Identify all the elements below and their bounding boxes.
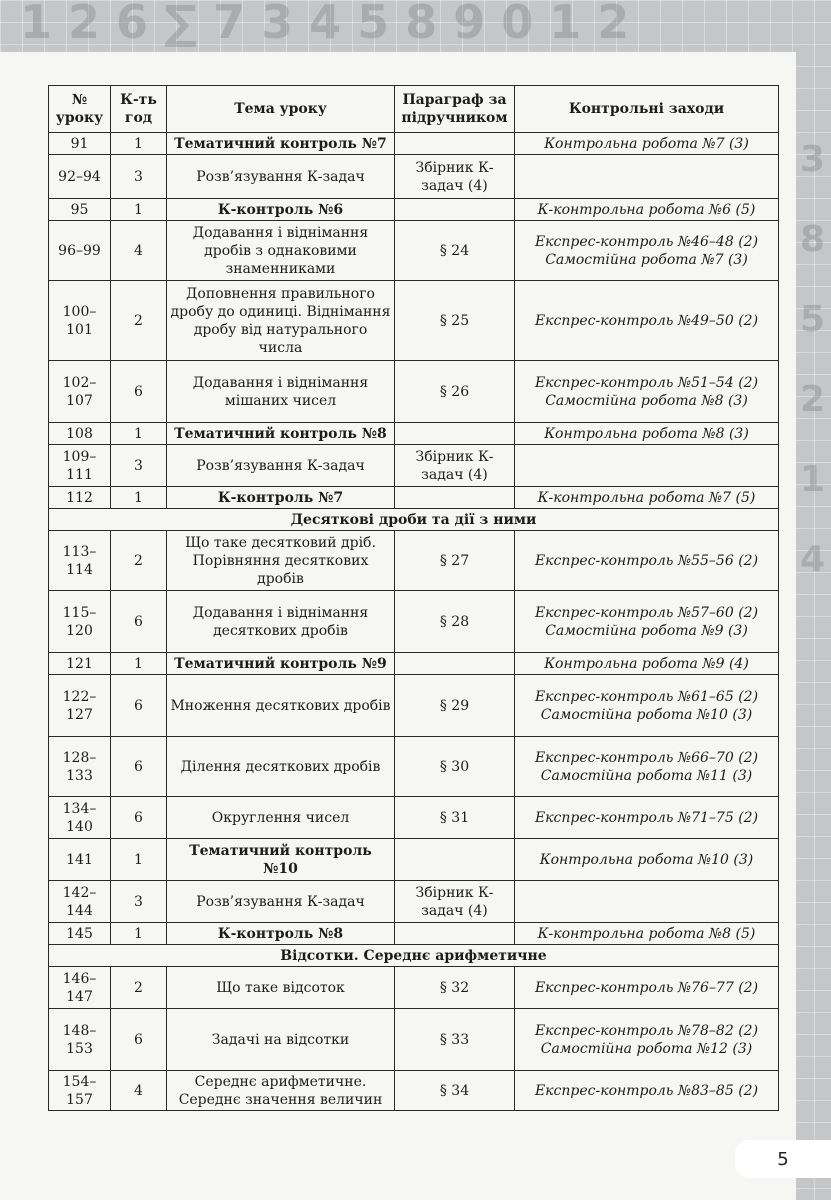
cell-control [515, 1009, 779, 1071]
cell-paragraph: § 32 [395, 967, 515, 1009]
cell-hours: 1 [111, 923, 167, 945]
cell-topic: К-контроль №6 [167, 199, 395, 221]
cell-lesson-number: 112 [49, 487, 111, 509]
cell-topic: Множення десяткових дробів [167, 675, 395, 737]
decorative-digits: 1 2 6 ∑ 7 3 4 5 8 9 0 1 2 [20, 0, 630, 49]
cell-topic: Розв’язування К-задач [167, 881, 395, 923]
table-row [49, 531, 779, 591]
cell-paragraph: Збірник К-задач (4) [395, 155, 515, 199]
cell-control [515, 675, 779, 737]
cell-hours: 1 [111, 839, 167, 881]
cell-hours: 1 [111, 199, 167, 221]
section-row [49, 509, 779, 531]
table-row [49, 487, 779, 509]
cell-paragraph: Збірник К-задач (4) [395, 881, 515, 923]
table-row [49, 199, 779, 221]
cell-paragraph: § 29 [395, 675, 515, 737]
control-item: Експрес-контроль №71–75 (2) [534, 809, 759, 826]
cell-topic: Задачі на відсотки [167, 1009, 395, 1071]
control-item: Самостійна робота №10 (3) [540, 706, 753, 723]
table-row [49, 1009, 779, 1071]
cell-lesson-number: 121 [49, 653, 111, 675]
table-header-row [49, 86, 779, 133]
cell-lesson-number: 92–94 [49, 155, 111, 199]
cell-topic: Тематичний контроль №9 [167, 653, 395, 675]
cell-hours: 6 [111, 1009, 167, 1071]
cell-topic: Середнє арифметичне. Середнє значення величин [167, 1071, 395, 1111]
cell-lesson-number: 96–99 [49, 221, 111, 281]
cell-hours: 6 [111, 797, 167, 839]
cell-hours: 2 [111, 967, 167, 1009]
cell-topic: Ділення десяткових дробів [167, 737, 395, 797]
cell-control [515, 221, 779, 281]
cell-paragraph: § 33 [395, 1009, 515, 1071]
control-item: Контрольна робота №9 (4) [544, 655, 749, 672]
table-row [49, 1071, 779, 1111]
control-item: Експрес-контроль №76–77 (2) [534, 979, 759, 996]
cell-paragraph: § 31 [395, 797, 515, 839]
control-item: Самостійна робота №9 (3) [545, 622, 748, 639]
cell-topic: Додавання і віднімання десяткових дробів [167, 591, 395, 653]
cell-topic: Додавання і віднімання дробів з однаковими знаменниками [167, 221, 395, 281]
header-control: Контрольні заходи [515, 86, 779, 133]
cell-hours: 6 [111, 675, 167, 737]
control-item: Експрес-контроль №49–50 (2) [534, 312, 759, 329]
cell-lesson-number: 108 [49, 423, 111, 445]
control-item: Контрольна робота №7 (3) [544, 135, 749, 152]
cell-lesson-number: 100–101 [49, 281, 111, 361]
cell-control [515, 361, 779, 423]
cell-hours: 6 [111, 591, 167, 653]
control-item: Експрес-контроль №66–70 (2) [534, 749, 759, 766]
table-row [49, 591, 779, 653]
cell-paragraph: § 26 [395, 361, 515, 423]
control-item: Експрес-контроль №46–48 (2) [534, 233, 759, 250]
header-lesson-number: № уроку [49, 86, 111, 133]
section-title: Відсотки. Середнє арифметичне [49, 945, 779, 967]
control-item: Самостійна робота №7 (3) [545, 251, 748, 268]
cell-lesson-number: 145 [49, 923, 111, 945]
cell-lesson-number: 95 [49, 199, 111, 221]
cell-control [515, 591, 779, 653]
cell-topic: Округлення чисел [167, 797, 395, 839]
cell-topic: Додавання і віднімання мішаних чисел [167, 361, 395, 423]
cell-lesson-number: 142–144 [49, 881, 111, 923]
cell-control [515, 487, 779, 509]
cell-topic: Що таке десятковий дріб. Порівняння десяткових дробів [167, 531, 395, 591]
cell-control [515, 653, 779, 675]
cell-topic: Розв’язування К-задач [167, 155, 395, 199]
cell-control [515, 281, 779, 361]
control-item: Контрольна робота №8 (3) [544, 425, 749, 442]
cell-topic: Тематичний контроль №10 [167, 839, 395, 881]
cell-lesson-number: 91 [49, 133, 111, 155]
cell-lesson-number: 148–153 [49, 1009, 111, 1071]
cell-paragraph [395, 423, 515, 445]
table-row [49, 653, 779, 675]
control-item: К-контрольна робота №7 (5) [537, 489, 756, 506]
header-hours: К-ть год [111, 86, 167, 133]
cell-control [515, 923, 779, 945]
cell-topic: Розв’язування К-задач [167, 445, 395, 487]
cell-paragraph [395, 487, 515, 509]
table-row [49, 675, 779, 737]
cell-hours: 2 [111, 281, 167, 361]
control-item: Контрольна робота №10 (3) [539, 851, 754, 868]
cell-hours: 6 [111, 361, 167, 423]
table-row [49, 133, 779, 155]
control-item: К-контрольна робота №6 (5) [537, 201, 756, 218]
control-item: Експрес-контроль №61–65 (2) [534, 688, 759, 705]
table-body [49, 133, 779, 1111]
table-row [49, 881, 779, 923]
cell-lesson-number: 128–133 [49, 737, 111, 797]
table-row [49, 423, 779, 445]
control-item: К-контрольна робота №8 (5) [537, 925, 756, 942]
cell-hours: 1 [111, 653, 167, 675]
control-item: Експрес-контроль №78–82 (2) [534, 1022, 759, 1039]
cell-hours: 1 [111, 487, 167, 509]
cell-paragraph [395, 923, 515, 945]
cell-hours: 2 [111, 531, 167, 591]
control-item: Самостійна робота №12 (3) [540, 1040, 753, 1057]
cell-paragraph: § 28 [395, 591, 515, 653]
cell-control [515, 155, 779, 199]
cell-hours: 1 [111, 423, 167, 445]
cell-hours: 3 [111, 445, 167, 487]
cell-control [515, 881, 779, 923]
cell-control [515, 423, 779, 445]
cell-paragraph: § 34 [395, 1071, 515, 1111]
table-row [49, 797, 779, 839]
control-item: Самостійна робота №11 (3) [540, 767, 753, 784]
cell-hours: 4 [111, 1071, 167, 1111]
cell-control [515, 737, 779, 797]
cell-paragraph: § 30 [395, 737, 515, 797]
section-row [49, 945, 779, 967]
header-paragraph: Параграф за підручником [395, 86, 515, 133]
cell-paragraph [395, 199, 515, 221]
lesson-plan-table [48, 85, 779, 1111]
control-item: Експрес-контроль №83–85 (2) [534, 1082, 759, 1099]
table-row [49, 967, 779, 1009]
cell-lesson-number: 146–147 [49, 967, 111, 1009]
header-topic: Тема уроку [167, 86, 395, 133]
page-number: 5 [735, 1140, 831, 1178]
control-item: Самостійна робота №8 (3) [545, 392, 748, 409]
decorative-digits-side: 3 8 5 2 1 4 [800, 139, 826, 580]
cell-paragraph: § 27 [395, 531, 515, 591]
cell-lesson-number: 122–127 [49, 675, 111, 737]
cell-paragraph: § 25 [395, 281, 515, 361]
table-row [49, 923, 779, 945]
cell-paragraph: Збірник К-задач (4) [395, 445, 515, 487]
table-row [49, 839, 779, 881]
cell-topic: Тематичний контроль №7 [167, 133, 395, 155]
cell-control [515, 133, 779, 155]
cell-hours: 6 [111, 737, 167, 797]
cell-lesson-number: 134–140 [49, 797, 111, 839]
cell-control [515, 967, 779, 1009]
table-row [49, 445, 779, 487]
control-item: Експрес-контроль №55–56 (2) [534, 552, 759, 569]
cell-control [515, 199, 779, 221]
cell-lesson-number: 115–120 [49, 591, 111, 653]
cell-hours: 1 [111, 133, 167, 155]
cell-topic: К-контроль №7 [167, 487, 395, 509]
cell-paragraph [395, 839, 515, 881]
cell-lesson-number: 141 [49, 839, 111, 881]
control-item: Експрес-контроль №57–60 (2) [534, 604, 759, 621]
table-row [49, 155, 779, 199]
cell-lesson-number: 102–107 [49, 361, 111, 423]
cell-paragraph [395, 653, 515, 675]
cell-topic: Доповнення правильного дробу до одиниці. Віднімання дробу від натурального числа [167, 281, 395, 361]
table-row [49, 737, 779, 797]
control-item: Експрес-контроль №51–54 (2) [534, 374, 759, 391]
cell-hours: 4 [111, 221, 167, 281]
section-title: Десяткові дроби та дії з ними [49, 509, 779, 531]
cell-paragraph [395, 133, 515, 155]
cell-lesson-number: 113–114 [49, 531, 111, 591]
table-row [49, 361, 779, 423]
cell-topic: Що таке відсоток [167, 967, 395, 1009]
cell-control [515, 531, 779, 591]
cell-topic: Тематичний контроль №8 [167, 423, 395, 445]
cell-hours: 3 [111, 155, 167, 199]
cell-hours: 3 [111, 881, 167, 923]
cell-control [515, 445, 779, 487]
cell-lesson-number: 109–111 [49, 445, 111, 487]
cell-control [515, 839, 779, 881]
cell-lesson-number: 154–157 [49, 1071, 111, 1111]
table-row [49, 281, 779, 361]
cell-topic: К-контроль №8 [167, 923, 395, 945]
cell-paragraph: § 24 [395, 221, 515, 281]
table-row [49, 221, 779, 281]
cell-control [515, 1071, 779, 1111]
cell-control [515, 797, 779, 839]
